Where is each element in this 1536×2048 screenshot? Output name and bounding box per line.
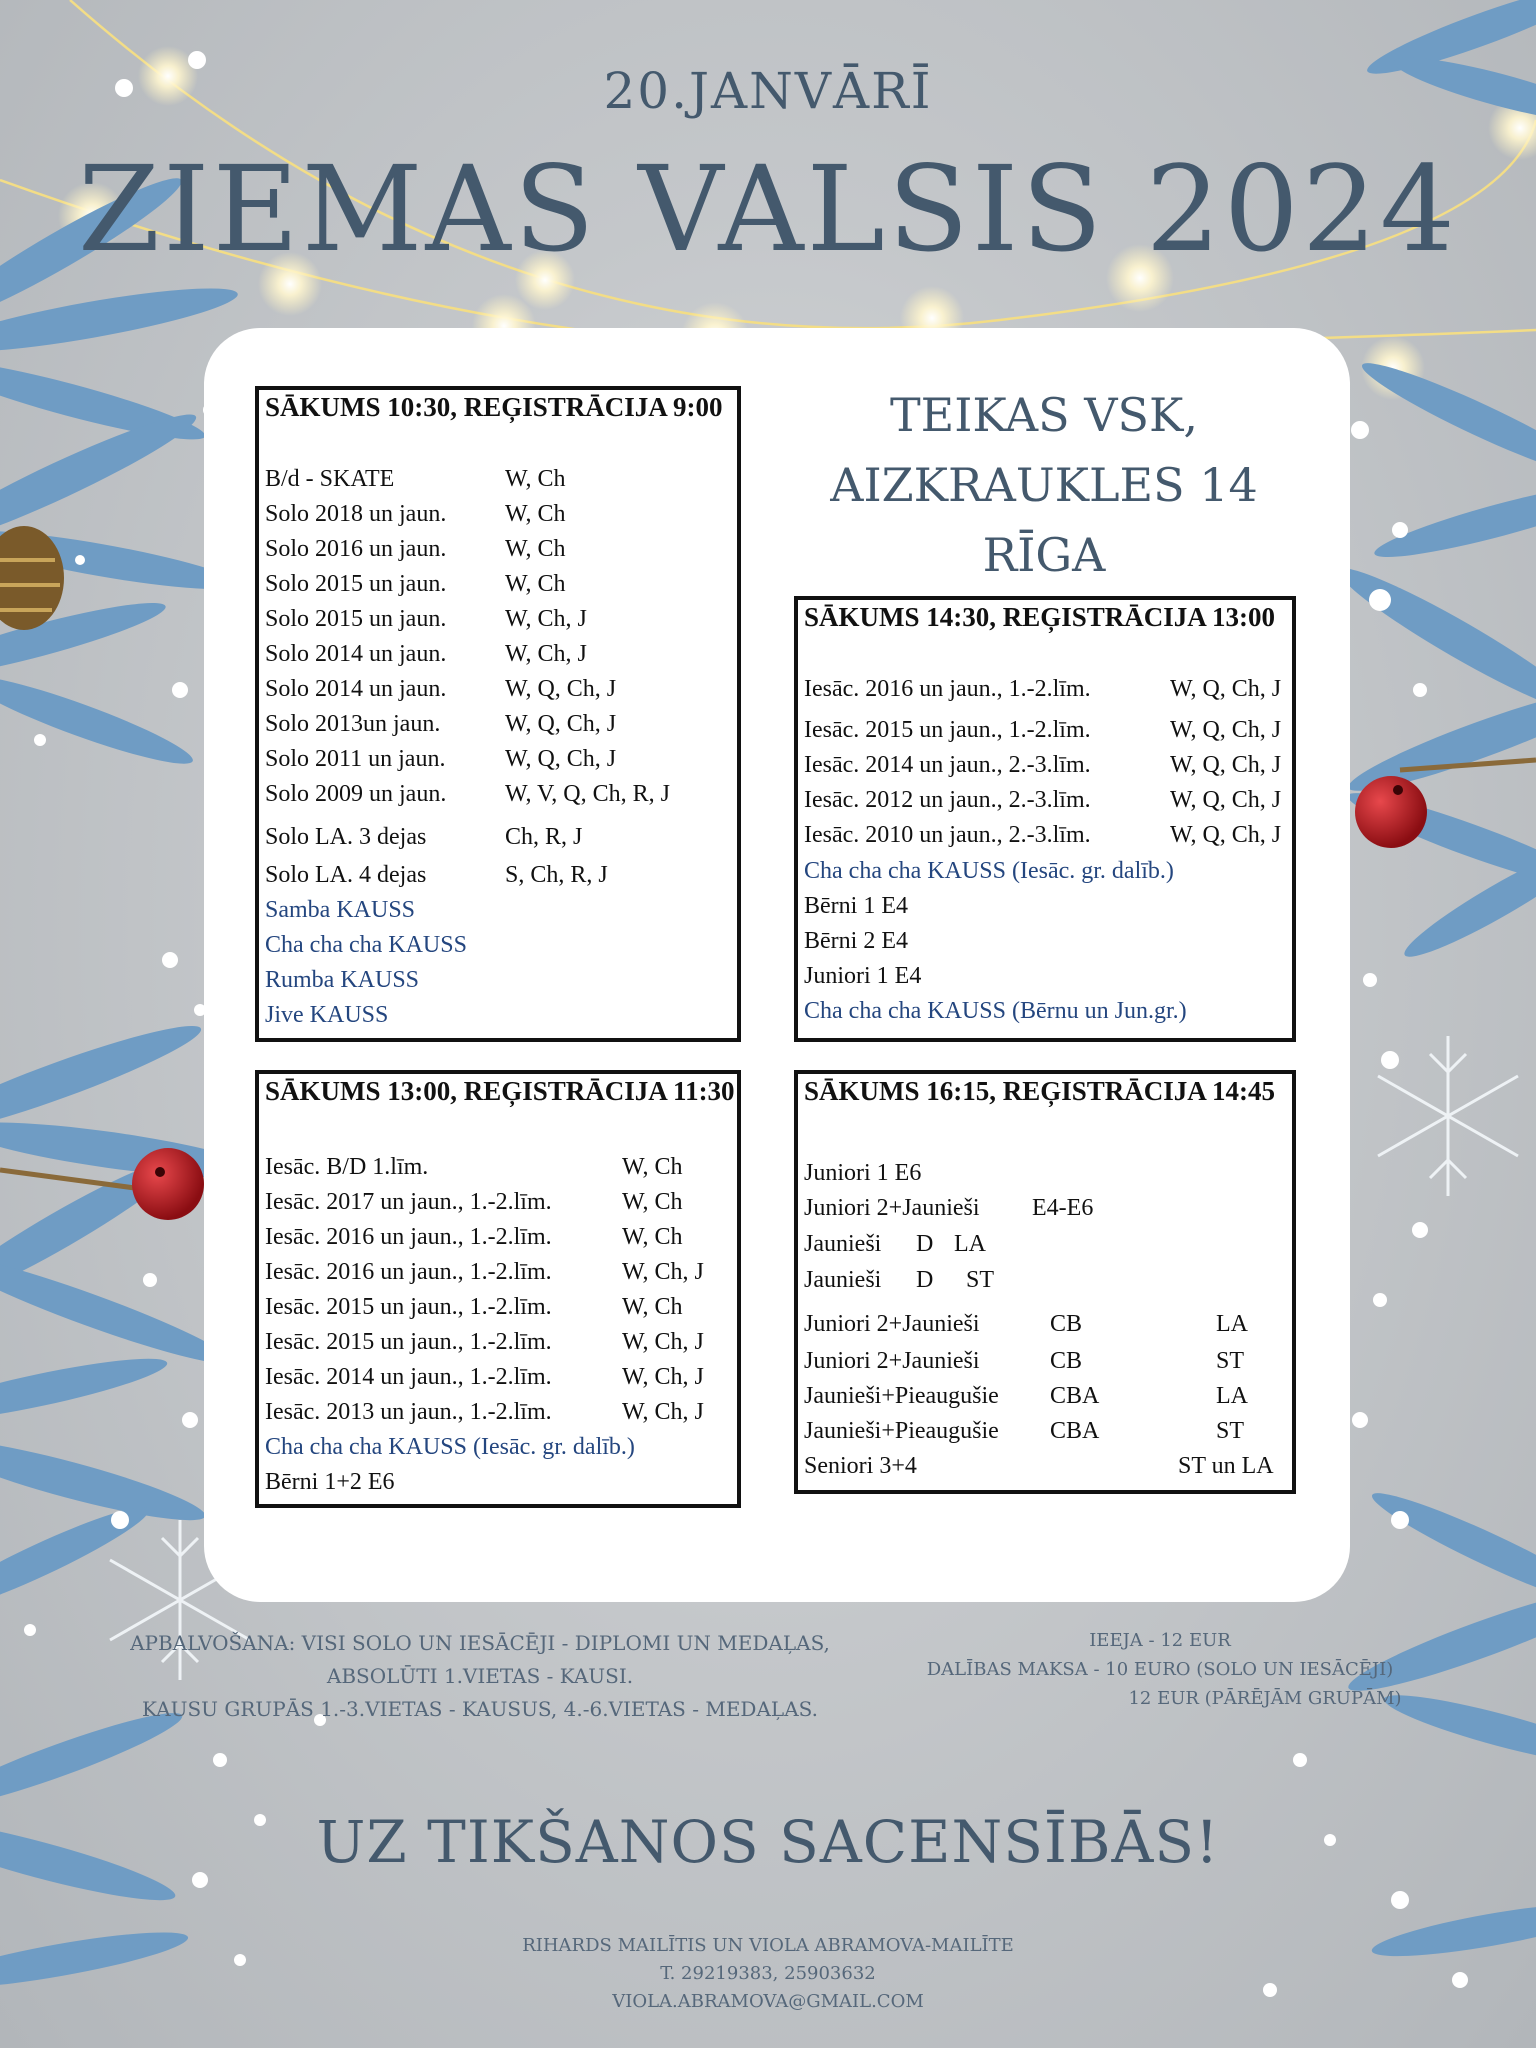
- event-title: ZIEMAS VALSIS 2024: [77, 140, 1458, 278]
- list-item: Solo 2014 un jaun. W, Ch, J: [265, 641, 587, 667]
- list-item: Solo 2009 un jaun. W, V, Q, Ch, R, J: [265, 781, 670, 807]
- list-item: Jaunieši+Pieaugušie CBA LA: [804, 1383, 1248, 1409]
- list-item: Solo 2018 un jaun. W, Ch: [265, 501, 566, 527]
- list-item: Juniori 2+Jaunieši CB LA: [804, 1311, 1248, 1337]
- list-item: Iesāc. 2014 un jaun., 1.-2.līm. W, Ch, J: [265, 1364, 704, 1390]
- awards-line-2: ABSOLŪTI 1.VIETAS - KAUSI.: [326, 1664, 634, 1688]
- venue-block: [784, 380, 1304, 590]
- list-item: Bērni 1 E4: [804, 893, 908, 919]
- list-item: Solo 2016 un jaun. W, Ch: [265, 536, 566, 562]
- participation-fee: DALĪBAS MAKSA - 10 EURO (SOLO UN IESĀCĒJI): [926, 1659, 1394, 1680]
- list-item: Juniori 1 E4: [804, 963, 922, 989]
- list-item: Cha cha cha KAUSS (Bērnu un Jun.gr.): [804, 998, 1187, 1024]
- list-item: Rumba KAUSS: [265, 967, 420, 993]
- list-item: Iesāc. 2016 un jaun., 1.-2.līm. W, Ch: [265, 1224, 683, 1250]
- list-item: Iesāc. 2017 un jaun., 1.-2.līm. W, Ch: [265, 1189, 683, 1215]
- participation-fee-other: 12 EUR (PĀRĒJĀM GRUPĀM): [1128, 1688, 1402, 1709]
- list-item: Solo LA. 4 dejas S, Ch, R, J: [265, 862, 608, 888]
- list-item: Jaunieši D LA: [804, 1231, 986, 1257]
- list-item: Iesāc. 2015 un jaun., 1.-2.līm. W, Ch: [265, 1294, 683, 1320]
- list-item: Cha cha cha KAUSS: [265, 932, 467, 958]
- venue-line-1: TEIKAS VSK,: [889, 388, 1198, 442]
- schedule-heading: SĀKUMS 16:15, REĢISTRĀCIJA 14:45: [804, 1076, 1276, 1106]
- list-item: Samba KAUSS: [265, 897, 416, 923]
- closing-slogan: UZ TIKŠANOS SACENSĪBĀS!: [316, 1808, 1220, 1876]
- list-item: Juniori 2+Jaunieši CB ST: [804, 1348, 1245, 1374]
- schedule-heading: SĀKUMS 13:00, REĢISTRĀCIJA 11:30: [265, 1076, 735, 1106]
- fees-info: [900, 1626, 1420, 1713]
- list-item: Seniori 3+4 ST un LA: [804, 1453, 1274, 1479]
- list-item: Iesāc. 2013 un jaun., 1.-2.līm. W, Ch, J: [265, 1399, 704, 1425]
- awards-line-3: KAUSU GRUPĀS 1.-3.VIETAS - KAUSUS, 4.-6.VIETAS - MEDAĻAS.: [142, 1697, 818, 1721]
- awards-info: [95, 1627, 865, 1726]
- list-item: Juniori 1 E6: [804, 1160, 922, 1186]
- list-item: Bērni 1+2 E6: [265, 1469, 395, 1495]
- venue-line-2: AIZKRAUKLES 14: [830, 458, 1258, 512]
- list-item: Jive KAUSS: [265, 1002, 389, 1028]
- list-item: Iesāc. 2014 un jaun., 2.-3.līm. W, Q, Ch, J: [804, 752, 1282, 778]
- list-item: Juniori 2+Jaunieši E4-E6: [804, 1195, 1094, 1221]
- list-item: Solo 2015 un jaun. W, Ch, J: [265, 606, 587, 632]
- organizer-names: RIHARDS MAILĪTIS UN VIOLA ABRAMOVA-MAILĪTE: [522, 1935, 1014, 1956]
- venue-line-3: RĪGA: [982, 528, 1106, 582]
- list-item: Solo 2014 un jaun. W, Q, Ch, J: [265, 676, 617, 702]
- list-item: Bērni 2 E4: [804, 928, 908, 954]
- schedule-box-2: [794, 596, 1296, 1042]
- list-item: Iesāc. 2016 un jaun., 1.-2.līm. W, Ch, J: [265, 1259, 704, 1285]
- list-item: Iesāc. 2015 un jaun., 1.-2.līm. W, Q, Ch, J: [804, 717, 1282, 743]
- list-item: Jaunieši+Pieaugušie CBA ST: [804, 1418, 1245, 1444]
- organizer-email: VIOLA.ABRAMOVA@GMAIL.COM: [612, 1991, 924, 2012]
- organizer-phone: T. 29219383, 25903632: [660, 1963, 876, 1984]
- list-item: Solo 2015 un jaun. W, Ch: [265, 571, 566, 597]
- list-item: Iesāc. B/D 1.līm. W, Ch: [265, 1154, 683, 1180]
- event-date: 20.JANVĀRĪ: [603, 62, 933, 120]
- awards-line-1: APBALVOŠANA: VISI SOLO UN IESĀCĒJI - DIPLOMI UN MEDAĻAS,: [130, 1631, 830, 1655]
- list-item: Iesāc. 2015 un jaun., 1.-2.līm. W, Ch, J: [265, 1329, 704, 1355]
- list-item: Cha cha cha KAUSS (Iesāc. gr. dalīb.): [804, 858, 1174, 884]
- schedule-box-3: [255, 1070, 741, 1508]
- list-item: Solo 2013un jaun. W, Q, Ch, J: [265, 711, 617, 737]
- list-item: B/d - SKATE W, Ch: [265, 466, 566, 492]
- schedule-box-1: [255, 386, 741, 1042]
- list-item: Jaunieši D ST: [804, 1267, 995, 1293]
- schedule-box-4: [794, 1070, 1296, 1494]
- list-item: Cha cha cha KAUSS (Iesāc. gr. dalīb.): [265, 1434, 635, 1460]
- list-item: Iesāc. 2010 un jaun., 2.-3.līm. W, Q, Ch, J: [804, 822, 1282, 848]
- schedule-heading: SĀKUMS 14:30, REĢISTRĀCIJA 13:00: [804, 602, 1276, 632]
- entry-fee: IEEJA - 12 EUR: [1089, 1630, 1231, 1651]
- list-item: Iesāc. 2016 un jaun., 1.-2.līm. W, Q, Ch, J: [804, 676, 1282, 702]
- contact-info: [0, 1932, 1536, 2016]
- list-item: Solo 2011 un jaun. W, Q, Ch, J: [265, 746, 617, 772]
- list-item: Solo LA. 3 dejas Ch, R, J: [265, 824, 583, 850]
- schedule-heading: SĀKUMS 10:30, REĢISTRĀCIJA 9:00: [265, 392, 723, 422]
- list-item: Iesāc. 2012 un jaun., 2.-3.līm. W, Q, Ch, J: [804, 787, 1282, 813]
